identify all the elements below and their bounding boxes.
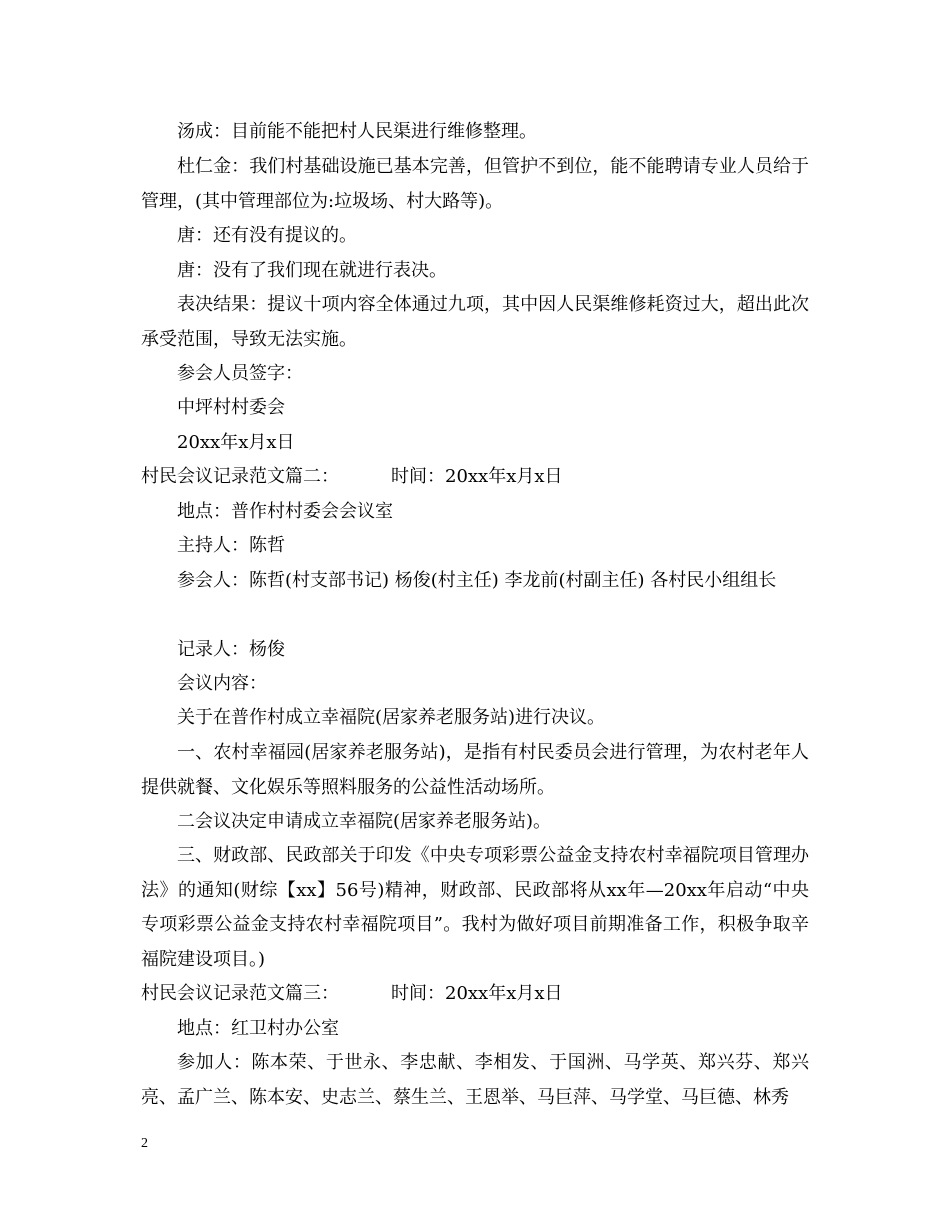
paragraph-signatures: 参会人员签字：: [177, 363, 303, 384]
section3-time: 时间：20xx年x月x日: [391, 983, 563, 1004]
section3-attendees: 参加人：陈本荣、于世永、李忠献、李相发、于国洲、马学英、郑兴芬、郑兴亮、孟广兰、陈本安、史志兰、蔡生兰、王恩举、马巨萍、马学堂、马巨德、林秀: [141, 1052, 809, 1108]
section2-content-label: 会议内容：: [177, 673, 267, 694]
section2-time: 时间：20xx年x月x日: [391, 466, 563, 487]
paragraph-committee: 中坪村村委会: [177, 397, 285, 418]
section2-item-2: 二会议决定申请成立幸福院(居家养老服务站)。: [177, 811, 552, 832]
paragraph-tang-2: 唐：没有了我们现在就进行表决。: [177, 260, 447, 281]
section3-location: 地点：红卫村办公室: [177, 1018, 339, 1039]
section2-resolution: 关于在普作村成立幸福院(居家养老服务站)进行决议。: [177, 707, 606, 728]
section2-location: 地点：普作村村委会会议室: [177, 501, 393, 522]
page-number: 2: [141, 1136, 148, 1151]
section2-attendees: 参会人：陈哲(村支部书记) 杨俊(村主任) 李龙前(村副主任) 各村民小组组长: [177, 570, 777, 591]
paragraph-tang-1: 唐：还有没有提议的。: [177, 225, 357, 246]
section3-heading: 村民会议记录范文篇三：: [141, 983, 339, 1004]
paragraph-vote-result: 表决结果：提议十项内容全体通过九项，其中因人民渠维修耗资过大，超出此次承受范围，导致无法实施。: [141, 294, 809, 350]
section2-item-1: 一、农村幸福园(居家养老服务站)，是指有村民委员会进行管理，为农村老年人提供就餐、文化娱乐等照料服务的公益性活动场所。: [141, 742, 809, 798]
paragraph-tangcheng: 汤成：目前能不能把村人民渠进行维修整理。: [177, 121, 537, 142]
section2-heading: 村民会议记录范文篇二：: [141, 466, 339, 487]
paragraph-date: 20xx年x月x日: [177, 432, 295, 453]
section3-heading-line: [141, 977, 809, 1012]
section2-recorder: 记录人：杨俊: [177, 639, 285, 660]
section2-host: 主持人：陈哲: [177, 535, 285, 556]
section2-heading-line: [141, 460, 809, 495]
paragraph-durenjin: 杜仁金：我们村基础设施已基本完善，但管护不到位，能不能聘请专业人员给于管理，(其中管理部位为:垃圾场、村大路等)。: [141, 156, 809, 212]
section2-item-3: 三、财政部、民政部关于印发《中央专项彩票公益金支持农村幸福院项目管理办法》的通知(财综【xx】56号)精神，财政部、民政部将从xx年—20xx年启动“中央专项彩票公益金支持农村幸福院项目”。我村为做好项目前期准备工作，积极争取辛福院建设项目。): [141, 845, 809, 970]
